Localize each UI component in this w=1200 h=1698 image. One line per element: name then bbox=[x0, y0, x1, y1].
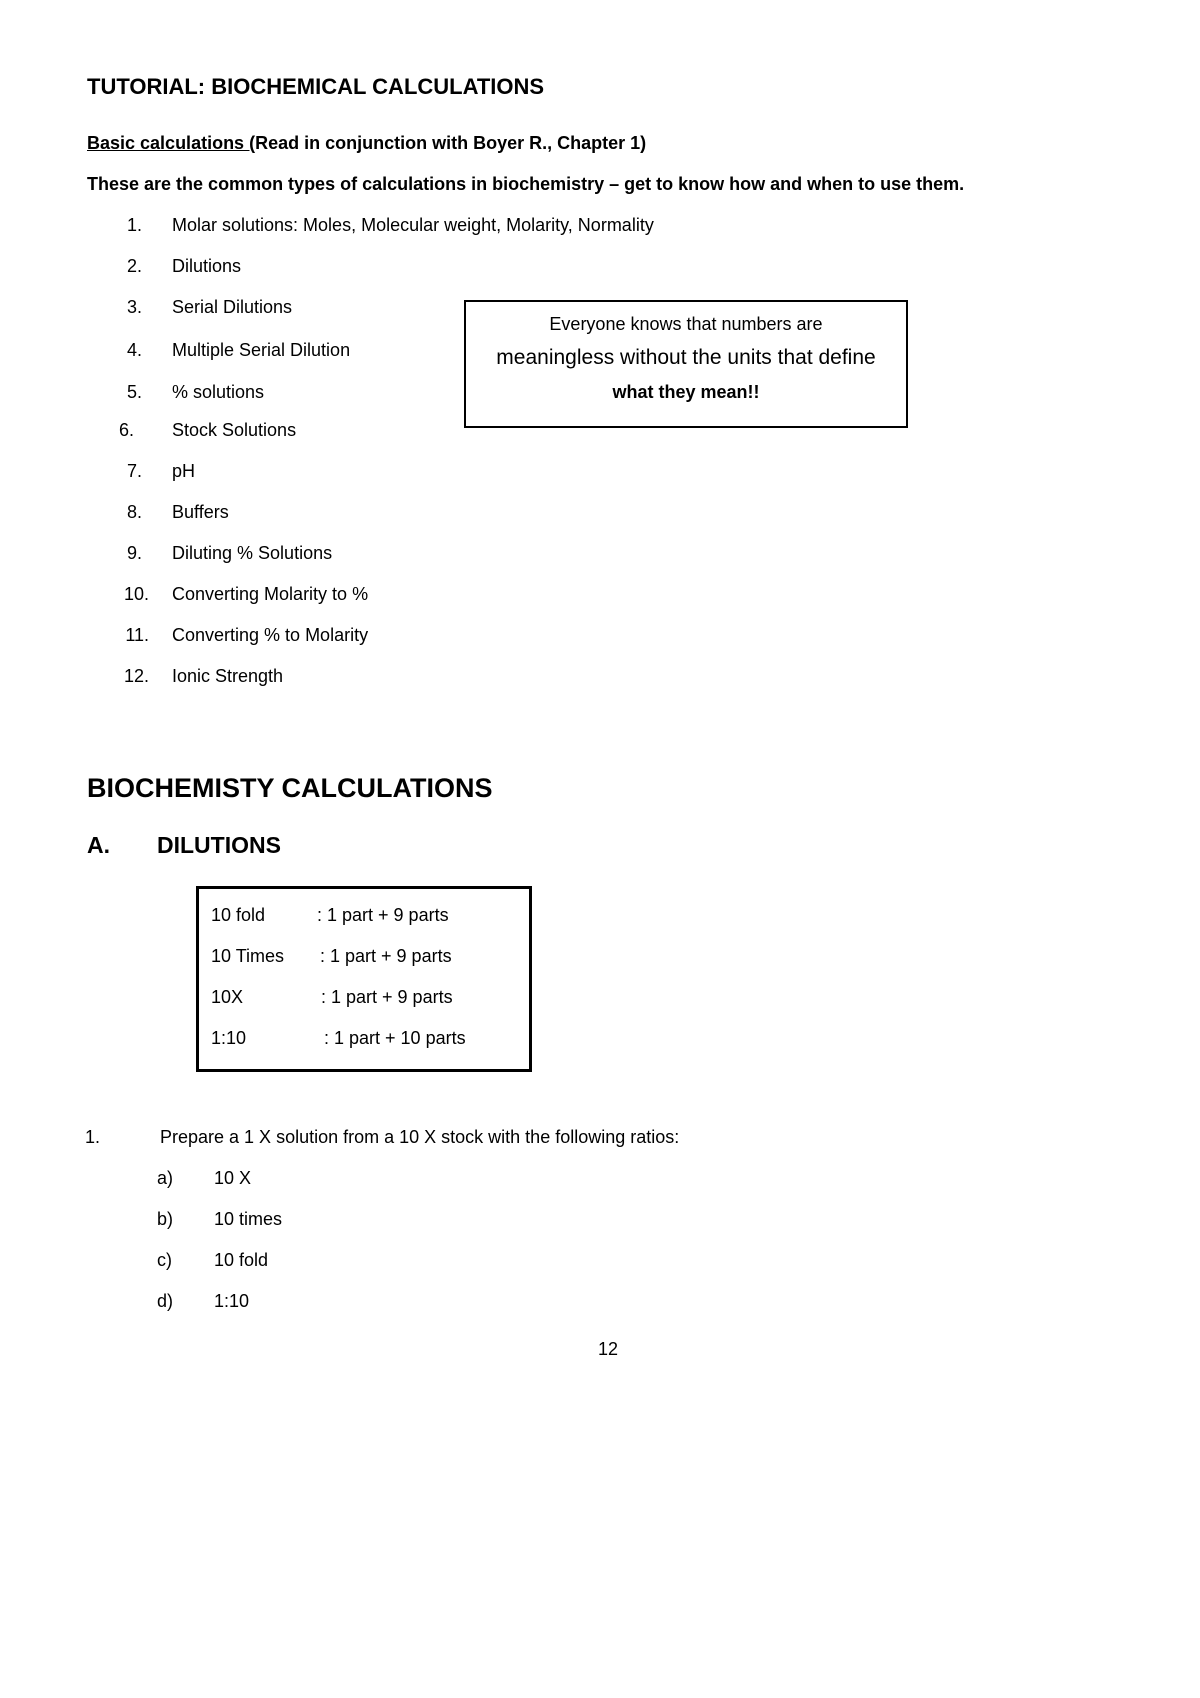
option-text: 1:10 bbox=[214, 1291, 250, 1311]
subsection-label: A. bbox=[87, 832, 110, 858]
ratio-value: : 1 part + 10 parts bbox=[324, 1028, 466, 1048]
question-number: 1. bbox=[85, 1127, 101, 1147]
topic-item: Serial Dilutions bbox=[172, 297, 293, 317]
topic-number: 10. bbox=[123, 584, 149, 604]
option-label: a) bbox=[157, 1168, 174, 1188]
topic-number: 3. bbox=[126, 297, 142, 317]
topic-number: 8. bbox=[126, 502, 142, 522]
topic-number: 1. bbox=[126, 215, 142, 235]
ratio-term: 10 Times bbox=[211, 946, 285, 966]
basic-calculations-subtitle bbox=[87, 133, 646, 154]
topic-number: 5. bbox=[126, 382, 142, 402]
document-title: TUTORIAL: BIOCHEMICAL CALCULATIONS bbox=[87, 74, 545, 99]
topic-number: 6. bbox=[118, 420, 134, 440]
ratio-value: : 1 part + 9 parts bbox=[320, 946, 452, 966]
topic-item: Diluting % Solutions bbox=[172, 543, 333, 563]
topic-item: Converting % to Molarity bbox=[172, 625, 369, 645]
section-title: BIOCHEMISTY CALCULATIONS bbox=[87, 773, 493, 803]
subtitle-underlined: Basic calculations ( bbox=[87, 133, 256, 153]
option-label: b) bbox=[157, 1209, 174, 1229]
topic-item: pH bbox=[172, 461, 196, 481]
topic-item: Buffers bbox=[172, 502, 229, 522]
topic-item: Converting Molarity to % bbox=[172, 584, 369, 604]
topic-number: 11. bbox=[125, 625, 149, 645]
topic-item: Stock Solutions bbox=[172, 420, 297, 440]
topic-item: Dilutions bbox=[172, 256, 242, 276]
ratio-value: : 1 part + 9 parts bbox=[321, 987, 453, 1007]
option-text: 10 fold bbox=[214, 1250, 269, 1270]
page-number: 12 bbox=[598, 1339, 619, 1359]
ratio-term: 1:10 bbox=[211, 1028, 247, 1048]
topic-item: % solutions bbox=[172, 382, 265, 402]
topic-number: 2. bbox=[126, 256, 142, 276]
topic-number: 7. bbox=[126, 461, 142, 481]
question-text: Prepare a 1 X solution from a 10 X stock with the following ratios: bbox=[160, 1127, 680, 1147]
option-label: d) bbox=[157, 1291, 174, 1311]
ratio-value: : 1 part + 9 parts bbox=[317, 905, 449, 925]
units-callout-box bbox=[464, 300, 908, 428]
callout-line-1: Everyone knows that numbers are bbox=[549, 314, 823, 334]
subsection-title: DILUTIONS bbox=[157, 832, 281, 858]
intro-sentence: These are the common types of calculations in biochemistry – get to know how and when to use them. bbox=[87, 174, 965, 194]
ratio-term: 10 fold bbox=[211, 905, 266, 925]
option-label: c) bbox=[157, 1250, 172, 1270]
option-text: 10 times bbox=[214, 1209, 283, 1229]
dilution-ratio-box bbox=[196, 886, 532, 1072]
topic-number: 9. bbox=[126, 543, 142, 563]
option-text: 10 X bbox=[214, 1168, 252, 1188]
ratio-term: 10X bbox=[211, 987, 244, 1007]
topic-item: Molar solutions: Moles, Molecular weight, Molarity, Normality bbox=[172, 215, 654, 235]
callout-line-2: meaningless without the units that define bbox=[496, 346, 876, 369]
callout-line-3: what they mean!! bbox=[612, 382, 760, 402]
subtitle-reference: Read in conjunction with Boyer R., Chapter 1) bbox=[255, 133, 647, 153]
topic-number: 12. bbox=[123, 666, 149, 686]
topic-item: Ionic Strength bbox=[172, 666, 284, 686]
topic-item: Multiple Serial Dilution bbox=[172, 340, 351, 360]
topic-number: 4. bbox=[126, 340, 142, 360]
